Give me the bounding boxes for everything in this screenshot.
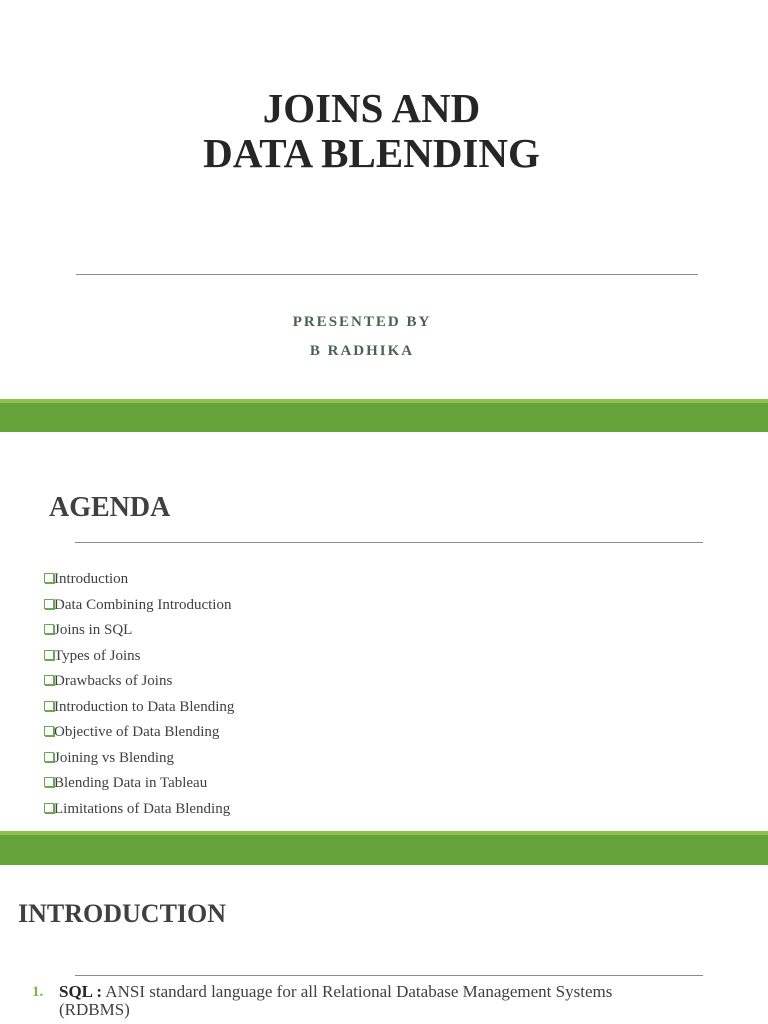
hollow-square-bullet-icon xyxy=(44,624,54,634)
item-number: 1. xyxy=(32,984,44,1000)
agenda-item-label: Blending Data in Tableau xyxy=(54,775,208,791)
agenda-item xyxy=(44,597,234,623)
hollow-square-bullet-icon xyxy=(44,777,54,787)
title-line-2: DATA BLENDING xyxy=(203,130,540,176)
introduction-list xyxy=(32,983,652,1019)
agenda-item-label: Objective of Data Blending xyxy=(54,724,220,740)
agenda-item-label: Limitations of Data Blending xyxy=(54,800,231,817)
hollow-square-bullet-icon xyxy=(44,803,54,813)
agenda-item-label: Data Combining Introduction xyxy=(54,596,232,613)
agenda-slide xyxy=(0,432,768,831)
title-divider xyxy=(76,274,698,275)
agenda-list xyxy=(44,571,234,826)
introduction-item xyxy=(32,983,652,1019)
introduction-divider xyxy=(75,975,703,976)
introduction-slide xyxy=(0,865,768,1024)
slide-separator-band xyxy=(0,831,768,865)
agenda-item xyxy=(44,699,234,725)
presented-by-label: PRESENTED BY xyxy=(292,314,432,330)
hollow-square-bullet-icon xyxy=(44,752,54,762)
agenda-item xyxy=(44,648,234,674)
agenda-item-label: Introduction to Data Blending xyxy=(54,698,235,715)
item-term: SQL : xyxy=(59,982,102,1001)
agenda-divider xyxy=(75,542,703,543)
hollow-square-bullet-icon xyxy=(44,573,54,583)
slide-separator-band xyxy=(0,399,768,432)
hollow-square-bullet-icon xyxy=(44,599,54,609)
agenda-item xyxy=(44,750,234,776)
presenter-name: B RADHIKA xyxy=(309,343,415,359)
hollow-square-bullet-icon xyxy=(44,701,54,711)
hollow-square-bullet-icon xyxy=(44,675,54,685)
presentation-title xyxy=(0,86,743,176)
agenda-item-label: Drawbacks of Joins xyxy=(54,673,173,689)
hollow-square-bullet-icon xyxy=(44,650,54,660)
agenda-item xyxy=(44,622,234,648)
agenda-heading: AGENDA xyxy=(49,492,171,523)
agenda-item-label: Types of Joins xyxy=(54,647,141,664)
agenda-item xyxy=(44,673,234,699)
agenda-item xyxy=(44,724,234,750)
item-text: ANSI standard language for all Relational Database Management Systems (RDBMS) xyxy=(59,982,613,1019)
agenda-item-label: Introduction xyxy=(54,571,129,587)
title-slide xyxy=(0,0,768,399)
hollow-square-bullet-icon xyxy=(44,726,54,736)
agenda-item xyxy=(44,775,234,801)
agenda-item xyxy=(44,801,234,827)
agenda-item-label: Joins in SQL xyxy=(54,622,133,638)
agenda-item xyxy=(44,571,234,597)
introduction-heading: INTRODUCTION xyxy=(18,899,227,928)
agenda-item-label: Joining vs Blending xyxy=(54,749,175,766)
title-line-1: JOINS AND xyxy=(262,85,481,131)
